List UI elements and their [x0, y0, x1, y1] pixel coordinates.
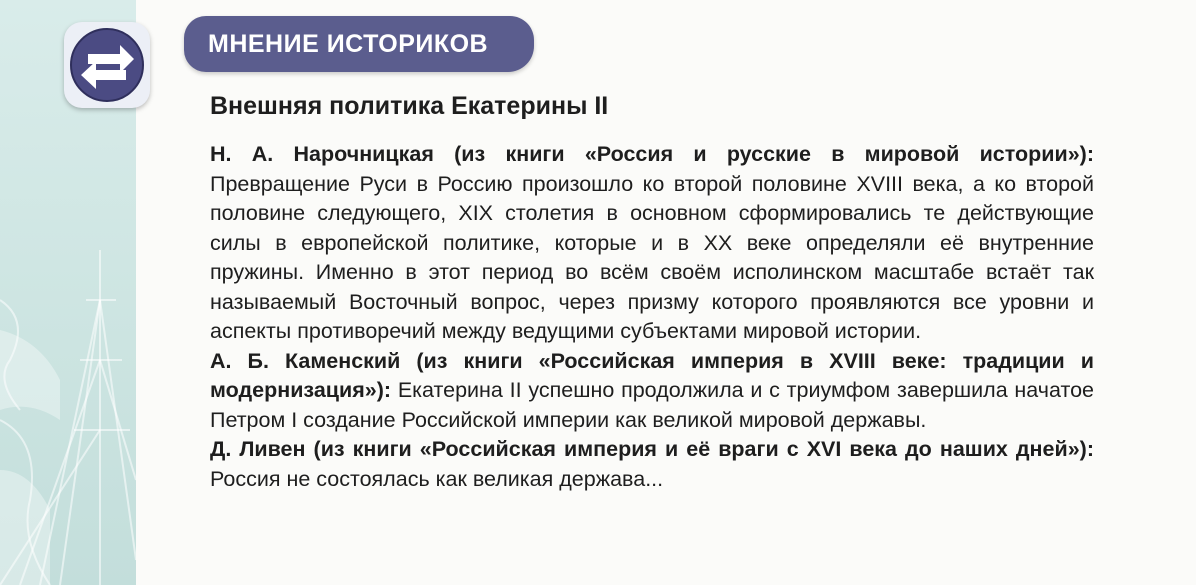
historian-quote — [210, 140, 1094, 347]
quote-author: А. Б. Каменский (из книги «Российская империя в XVIII веке: традиции и модернизация»): — [210, 348, 1094, 402]
swap-arrows-icon — [64, 22, 150, 108]
historian-quote — [210, 347, 1094, 436]
quote-text: Екатерина II успешно продолжила и с триумфом завершила начатое Петром I создание Российской империи как великой мировой державы. — [210, 378, 1094, 432]
quote-author: Д. Ливен (из книги «Российская империя и её враги с XVI века до наших дней»): — [210, 437, 1094, 461]
section-badge-label: МНЕНИЕ ИСТОРИКОВ — [208, 30, 489, 58]
quotes-list — [210, 140, 1094, 494]
quote-text: Россия не состоялась как великая держава... — [210, 466, 664, 491]
section-badge — [184, 16, 534, 72]
quote-author: Н. А. Нарочницкая (из книги «Россия и русские в мировой истории»): — [210, 142, 1094, 166]
section-title: Внешняя политика Екатерины II — [210, 92, 609, 120]
historian-quote — [210, 435, 1094, 494]
quote-text: Превращение Руси в Россию произошло ко второй половине XVIII века, а ко второй половине следующего, XIX столетия в основном сформировались те действующие силы в европейской политике, которые и в XX веке определяли её внутренние пружины. Именно в этот период во всём своём исполинском масштабе встаёт так называемый Восточный вопрос, через призму которого проявляются все уровни и аспекты противоречий между ведущими субъектами мировой истории. — [210, 171, 1094, 343]
